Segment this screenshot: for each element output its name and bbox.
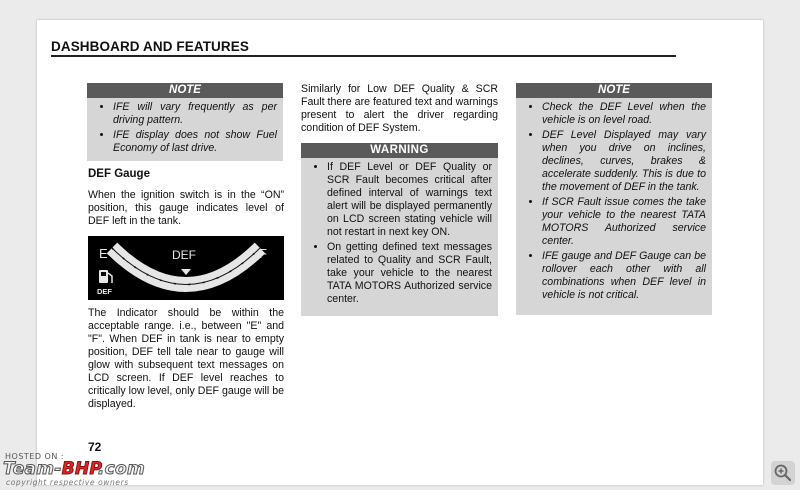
list-item: • If SCR Fault issue comes the take your vehicle to the nearest TATA MOTORS Authorized service center. — [542, 196, 706, 248]
gauge-center-label: DEF — [172, 248, 196, 262]
watermark-brand-right: .com — [97, 459, 145, 479]
list-item: • DEF Level Displayed may vary when you drive on inclines, declines, curves, brakes & accelerate suddenly. This is due to the movement of DEF in the tank. — [542, 129, 706, 194]
right-note-heading: NOTE — [516, 83, 712, 98]
middle-intro: Similarly for Low DEF Quality & SCR Fault there are featured text and warnings present to alert the driver regarding condition of DEF System. — [301, 83, 498, 134]
warning-box — [301, 143, 498, 316]
section-title: DASHBOARD AND FEATURES — [51, 39, 249, 54]
left-note-box — [87, 83, 283, 161]
right-note-list — [516, 98, 712, 308]
gauge-empty-label: E — [99, 246, 108, 261]
watermark-brand-red: BHP — [61, 459, 98, 479]
list-item: • Check the DEF Level when the vehicle is on level road. — [542, 101, 706, 127]
watermark-logo — [3, 459, 145, 479]
list-item: • IFE will vary frequently as per driving pattern. — [113, 101, 277, 127]
gauge-full-label: F — [259, 246, 267, 261]
def-gauge-image — [88, 236, 284, 300]
list-item: • If DEF Level or DEF Quality or SCR Fault becomes critical after defined interval of warnings text alert will be displayed permanently on LCD screen stating vehicle will not restart in next key ON. — [327, 161, 492, 239]
warning-list — [301, 158, 498, 312]
def-gauge-heading: DEF Gauge — [88, 168, 150, 180]
left-note-list — [87, 98, 283, 161]
zoom-button[interactable] — [771, 461, 795, 485]
def-gauge-body: The Indicator should be within the acceptable range. i.e., between "E" and "F". When DEF in tank is near to empty position, DEF tell tale near to gauge will glow with subsequent text messages on LCD screen. If DEF level reaches to critically low level, only DEF gauge will be displayed. — [88, 307, 284, 410]
title-rule — [51, 55, 676, 57]
right-note-box — [516, 83, 712, 315]
list-item: • IFE display does not show Fuel Economy of last drive. — [113, 129, 277, 155]
warning-heading: WARNING — [301, 143, 498, 158]
watermark-hosted-on: HOSTED ON : — [5, 452, 65, 461]
def-pump-icon — [99, 270, 112, 283]
watermark-brand-left: Team- — [3, 459, 62, 479]
list-item: • IFE gauge and DEF Gauge can be rollover each other with all combinations when DEF level in vehicle is not critical. — [542, 250, 706, 302]
page-number: 72 — [88, 440, 102, 454]
def-gauge-graphic — [88, 236, 284, 300]
gauge-indicator — [181, 269, 191, 275]
watermark-copyright: copyright respective owners — [6, 478, 129, 487]
zoom-in-icon — [771, 461, 795, 485]
def-gauge-intro: When the ignition switch is in the “ON” position, this gauge indicates level of DEF left in the tank. — [88, 189, 284, 227]
gauge-icon-label: DEF — [97, 287, 112, 296]
list-item: • On getting defined text messages related to Quality and SCR Fault, take your vehicle to the nearest TATA MOTORS Authorized service center. — [327, 241, 492, 306]
left-note-heading: NOTE — [87, 83, 283, 98]
